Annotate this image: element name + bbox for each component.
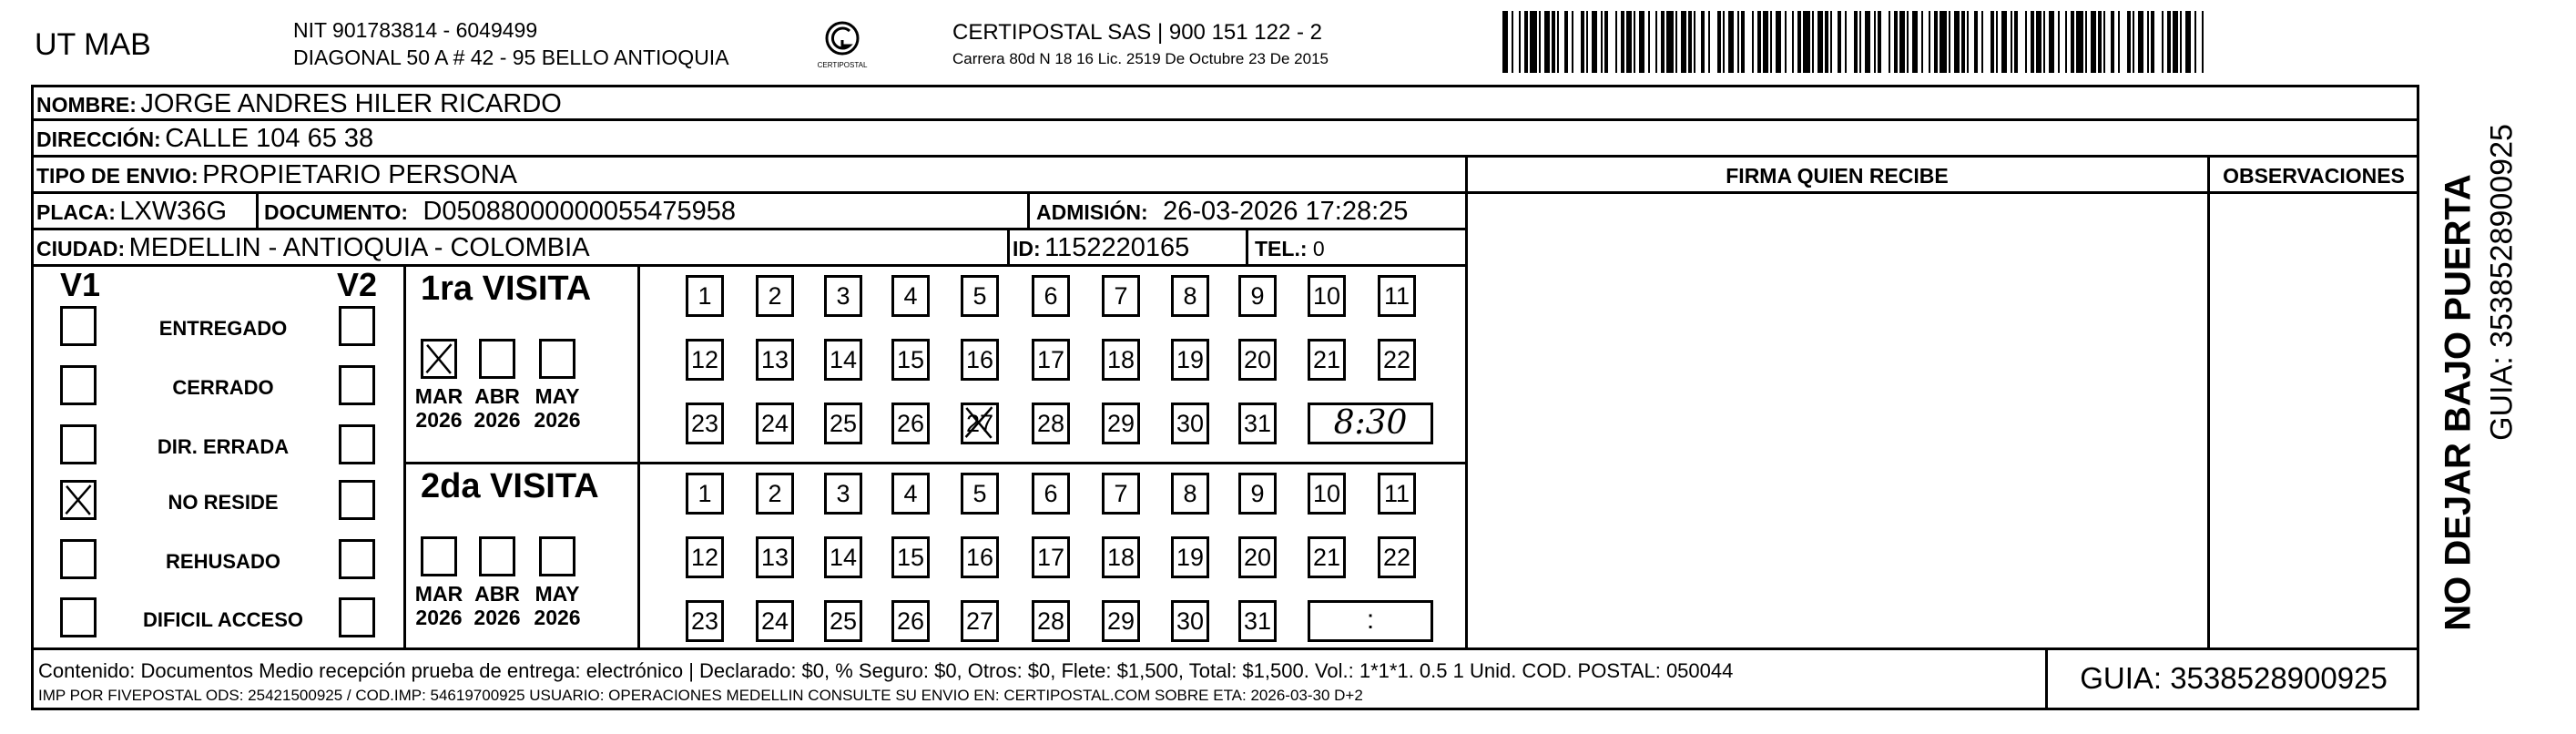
day-box[interactable]: 17 (1032, 536, 1070, 578)
nombre-label: NOMBRE: (36, 93, 137, 117)
documento-value: D05088000000055475958 (423, 197, 736, 226)
barcode-bar (1921, 11, 1923, 73)
month-label: MAY (535, 384, 580, 408)
barcode-bar (1502, 11, 1508, 73)
barcode-bar (1717, 11, 1721, 73)
documento-field (264, 197, 736, 227)
v2-checkbox[interactable] (339, 480, 375, 520)
day-box[interactable]: 14 (824, 339, 862, 381)
day-box[interactable]: 12 (686, 339, 724, 381)
company-name: UT MAB (35, 27, 151, 62)
barcode-bar (1981, 11, 1983, 73)
barcode-bar (1666, 11, 1674, 73)
visit-time-box[interactable] (1308, 600, 1433, 642)
v1-checkbox[interactable] (60, 306, 97, 346)
barcode-bar (1675, 11, 1677, 73)
barcode-bar (1757, 11, 1761, 73)
status-option-label: ENTREGADO (158, 317, 288, 340)
barcode-bar (2194, 11, 2196, 73)
documento-label: DOCUMENTO: (264, 200, 409, 224)
barcode-bar (1728, 11, 1734, 73)
day-box[interactable]: 31 (1238, 600, 1277, 642)
day-box[interactable]: 9 (1238, 473, 1277, 515)
day-box[interactable]: 16 (961, 339, 999, 381)
v1-checkbox[interactable] (60, 480, 97, 520)
barcode-bar (2043, 11, 2045, 73)
barcode-bar (1934, 11, 1938, 73)
day-box[interactable]: 2 (756, 275, 794, 317)
day-box[interactable]: 23 (686, 600, 724, 642)
barcode-bar (1878, 11, 1881, 73)
day-box[interactable]: 23 (686, 403, 724, 444)
barcode-bar (2127, 11, 2131, 73)
year-label: 2026 (415, 408, 463, 432)
day-box[interactable]: 8 (1171, 275, 1209, 317)
direccion-field (36, 124, 373, 154)
nombre-value: JORGE ANDRES HILER RICARDO (140, 89, 562, 118)
visit-time-box[interactable] (1308, 403, 1433, 444)
barcode-bar (1626, 11, 1632, 73)
barcode-bar (2071, 11, 2074, 73)
day-box[interactable]: 1 (686, 275, 724, 317)
day-box[interactable]: 3 (824, 473, 862, 515)
v2-checkbox[interactable] (339, 539, 375, 579)
barcode-bar (2111, 11, 2114, 73)
day-box[interactable]: 19 (1171, 339, 1209, 381)
barcode-bar (1899, 11, 1905, 73)
day-box[interactable]: 18 (1102, 536, 1140, 578)
barcode-bar (2036, 11, 2041, 73)
barcode-bar (1688, 11, 1692, 73)
barcode-bar (1601, 11, 1603, 73)
day-box[interactable]: 2 (756, 473, 794, 515)
barcode-bar (2147, 11, 2149, 73)
barcode-bar (1564, 11, 1568, 73)
v1-header: V1 (60, 266, 101, 303)
barcode-bar (1974, 11, 1978, 73)
barcode-bar (1530, 11, 1537, 73)
year-label: 2026 (415, 606, 463, 629)
day-mark-icon (962, 404, 995, 441)
barcode-bar (1634, 11, 1635, 73)
barcode-bar (2065, 11, 2067, 73)
barcode-bar (1681, 11, 1686, 73)
day-box[interactable]: 24 (756, 600, 794, 642)
barcode-bar (1803, 11, 1810, 73)
year-label: 2026 (534, 408, 581, 432)
barcode-bar (1838, 11, 1841, 73)
certipostal-name: CERTIPOSTAL SAS | 900 151 122 - 2 (952, 20, 1322, 45)
day-box[interactable]: 9 (1238, 275, 1277, 317)
barcode-bar (1737, 11, 1739, 73)
day-box[interactable]: 27 (961, 600, 999, 642)
direccion-label: DIRECCIÓN: (36, 127, 161, 151)
barcode-bar (2001, 11, 2007, 73)
barcode-bar (2133, 11, 2134, 73)
barcode-bar (1648, 11, 1650, 73)
status-option-label: DIFICIL ACCESO (142, 608, 303, 631)
barcode-bar (2076, 11, 2083, 73)
barcode-bar (1512, 11, 1513, 73)
day-box[interactable]: 5 (961, 473, 999, 515)
month-checkbox[interactable] (479, 536, 515, 576)
barcode-bar (1792, 11, 1794, 73)
tel-value: 0 (1312, 237, 1325, 260)
day-box[interactable]: 22 (1378, 339, 1416, 381)
day-box[interactable]: 6 (1032, 473, 1070, 515)
barcode-bar (1770, 11, 1772, 73)
barcode-bar (1661, 11, 1665, 73)
day-box[interactable]: 16 (961, 536, 999, 578)
year-label: 2026 (473, 606, 521, 629)
day-box[interactable]: 25 (824, 403, 862, 444)
day-box[interactable]: 28 (1032, 403, 1070, 444)
footer-guia: GUIA: 3538528900925 (2080, 661, 2388, 695)
day-box[interactable]: 4 (891, 473, 930, 515)
barcode-bar (1859, 11, 1861, 73)
v1-checkbox[interactable] (60, 539, 97, 579)
barcode-bar (1785, 11, 1787, 73)
admision-field (1036, 197, 1408, 227)
barcode-bar (1912, 11, 1918, 73)
barcode-bar (2085, 11, 2087, 73)
barcode-bar (1586, 11, 1588, 73)
day-box[interactable]: 30 (1171, 403, 1209, 444)
barcode-bar (1544, 11, 1550, 73)
v2-header: V2 (337, 266, 378, 303)
barcode-bar (2151, 11, 2154, 73)
visit-time-value: 8:30 (1333, 404, 1408, 442)
nombre-field (36, 89, 562, 119)
barcode-bar (2185, 11, 2191, 73)
day-box[interactable]: 5 (961, 275, 999, 317)
day-box[interactable]: 3 (824, 275, 862, 317)
barcode-bar (2058, 11, 2060, 73)
barcode-bar (1741, 11, 1745, 73)
month-checkbox[interactable] (421, 536, 457, 576)
barcode-bar (1708, 11, 1710, 73)
day-box[interactable]: 13 (756, 536, 794, 578)
placa-value: LXW36G (119, 197, 228, 226)
firma-header: FIRMA QUIEN RECIBE (1726, 164, 1949, 188)
id-label: ID: (1013, 237, 1041, 260)
barcode-bar (1615, 11, 1617, 73)
status-option-label: REHUSADO (166, 550, 280, 573)
barcode-bar (2098, 11, 2102, 73)
barcode-bar (1825, 11, 1828, 73)
barcode-bar (1763, 11, 1768, 73)
placa-label: PLACA: (36, 200, 116, 224)
v1-checkbox[interactable] (60, 365, 97, 405)
visit-time-value: : (1366, 605, 1375, 635)
observaciones-header: OBSERVACIONES (2223, 164, 2405, 188)
day-box[interactable]: 28 (1032, 600, 1070, 642)
year-label: 2026 (534, 606, 581, 629)
month-label: MAR (414, 384, 463, 408)
day-box[interactable]: 26 (891, 600, 930, 642)
day-box[interactable]: 1 (686, 473, 724, 515)
month-label: ABR (474, 582, 520, 606)
barcode-bar (1572, 11, 1573, 73)
barcode-bar (1592, 11, 1597, 73)
day-box[interactable]: 26 (891, 403, 930, 444)
tel-field (1255, 237, 1325, 261)
barcode-bar (1557, 11, 1559, 73)
footer-content: Contenido: Documentos Medio recepción prueba de entrega: electrónico | Declarado: $0, % Seguro: $0, Otros: $0, Flete: $1,500, Total: $1,500. Vol.: 1*1*1. 0.5 1 Unid. COD. POSTAL: 050044 (38, 659, 1734, 682)
barcode-bar (2118, 11, 2120, 73)
day-box[interactable]: 30 (1171, 600, 1209, 642)
barcode-bar (1539, 11, 1541, 73)
barcode-bar (1874, 11, 1876, 73)
status-option-label: NO RESIDE (168, 491, 279, 514)
barcode-bar (1865, 11, 1870, 73)
barcode-bar (2103, 11, 2105, 73)
barcode-bar (2138, 11, 2143, 73)
admision-value: 26-03-2026 17:28:25 (1163, 197, 1409, 226)
day-box[interactable]: 22 (1378, 536, 1416, 578)
barcode-bar (1655, 11, 1657, 73)
day-box[interactable]: 6 (1032, 275, 1070, 317)
direccion-value: CALLE 104 65 38 (165, 124, 374, 153)
barcode-bar (1621, 11, 1624, 73)
barcode-bar (1519, 11, 1521, 73)
barcode-bar (2014, 11, 2018, 73)
barcode-bar (1604, 11, 1608, 73)
barcode-bar (2049, 11, 2054, 73)
barcode-bar (1812, 11, 1814, 73)
day-box[interactable]: 14 (824, 536, 862, 578)
barcode-bar (1967, 11, 1969, 73)
barcode-bar (1929, 11, 1930, 73)
barcode-bar (1889, 11, 1890, 73)
barcode-bar (1524, 11, 1528, 73)
day-box[interactable]: 25 (824, 600, 862, 642)
ciudad-field (36, 233, 590, 263)
day-box[interactable]: 20 (1238, 339, 1277, 381)
barcode-bar (1830, 11, 1832, 73)
barcode-bar (1907, 11, 1909, 73)
day-box[interactable]: 11 (1378, 473, 1416, 515)
barcode-bar (1752, 11, 1754, 73)
day-box[interactable]: 10 (1308, 275, 1346, 317)
v2-checkbox[interactable] (339, 597, 375, 637)
barcode-bar (1701, 11, 1705, 73)
tipo-envio-label: TIPO DE ENVIO: (36, 164, 199, 188)
month-checkbox[interactable] (539, 339, 575, 379)
day-box[interactable]: 31 (1238, 403, 1277, 444)
day-box[interactable]: 17 (1032, 339, 1070, 381)
v2-checkbox[interactable] (339, 365, 375, 405)
barcode-bar (1845, 11, 1847, 73)
barcode-bar (2202, 11, 2204, 73)
barcode-bar (1996, 11, 1998, 73)
v1-checkbox[interactable] (60, 597, 97, 637)
barcode-bar (1940, 11, 1947, 73)
day-box[interactable]: 19 (1171, 536, 1209, 578)
barcode-bar (2162, 11, 2164, 73)
visit-title: 1ra VISITA (421, 270, 592, 308)
barcode-bar (2180, 11, 2182, 73)
barcode-bar (2011, 11, 2012, 73)
day-box[interactable]: 8 (1171, 473, 1209, 515)
month-checkbox[interactable] (479, 339, 515, 379)
barcode-bar (1776, 11, 1781, 73)
day-box[interactable]: 29 (1102, 403, 1140, 444)
company-address: DIAGONAL 50 A # 42 - 95 BELLO ANTIOQUIA (293, 46, 729, 69)
ciudad-label: CIUDAD: (36, 237, 126, 260)
barcode-bar (1894, 11, 1898, 73)
day-box[interactable]: 21 (1308, 536, 1346, 578)
barcode-bar (1854, 11, 1858, 73)
barcode-bar (1949, 11, 1950, 73)
side-guia: GUIA: 3538528900925 (2484, 124, 2520, 441)
barcode-bar (2173, 11, 2178, 73)
placa-field (36, 197, 227, 227)
barcode-bar (1552, 11, 1555, 73)
barcode (1502, 11, 2204, 73)
tipo-envio-field (36, 160, 517, 190)
id-field (1013, 233, 1189, 263)
day-box[interactable]: 18 (1102, 339, 1140, 381)
visit-title: 2da VISITA (421, 467, 599, 505)
barcode-bar (1797, 11, 1801, 73)
certipostal-logo-icon (815, 16, 870, 71)
day-box[interactable]: 15 (891, 536, 930, 578)
day-box[interactable]: 20 (1238, 536, 1277, 578)
barcode-bar (1991, 11, 1994, 73)
day-box[interactable]: 15 (891, 339, 930, 381)
barcode-bar (1817, 11, 1823, 73)
company-nit: NIT 901783814 - 6049499 (293, 18, 538, 42)
barcode-bar (1723, 11, 1725, 73)
day-box[interactable]: 10 (1308, 473, 1346, 515)
check-mark-icon (63, 483, 94, 517)
footer-print-info: IMP POR FIVEPOSTAL ODS: 25421500925 / COD.IMP: 54619700925 USUARIO: OPERACIONES MEDELLIN CONSULTE SU ENVIO EN: CERTIPOSTAL.COM SOBRE ETA: 2026-03-30 D+2 (38, 687, 1363, 704)
no-dejar-bajo-puerta: NO DEJAR BAJO PUERTA (2438, 174, 2479, 631)
year-label: 2026 (473, 408, 521, 432)
barcode-bar (1954, 11, 1960, 73)
svg-text:CERTIPOSTAL: CERTIPOSTAL (817, 61, 868, 69)
barcode-bar (2091, 11, 2096, 73)
status-option-label: CERRADO (172, 376, 274, 399)
barcode-bar (1961, 11, 1965, 73)
day-box[interactable]: 7 (1102, 275, 1140, 317)
month-checkbox[interactable] (421, 339, 457, 379)
ciudad-value: MEDELLIN - ANTIOQUIA - COLOMBIA (128, 233, 590, 262)
check-mark-icon (423, 342, 454, 376)
day-box[interactable]: 12 (686, 536, 724, 578)
day-box[interactable]: 29 (1102, 600, 1140, 642)
day-box[interactable]: 13 (756, 339, 794, 381)
tipo-envio-value: PROPIETARIO PERSONA (202, 160, 518, 189)
id-value: 1152220165 (1044, 233, 1190, 262)
day-box[interactable]: 11 (1378, 275, 1416, 317)
barcode-bar (1694, 11, 1695, 73)
day-box[interactable]: 27 (961, 403, 999, 444)
certipostal-address: Carrera 80d N 18 16 Lic. 2519 De Octubre 23 De 2015 (952, 50, 1329, 67)
barcode-bar (2025, 11, 2027, 73)
admision-label: ADMISIÓN: (1036, 200, 1148, 224)
month-label: MAY (535, 582, 580, 606)
day-box[interactable]: 24 (756, 403, 794, 444)
tel-label: TEL.: (1255, 237, 1308, 260)
barcode-bar (1639, 11, 1644, 73)
barcode-bar (2167, 11, 2171, 73)
month-label: ABR (474, 384, 520, 408)
barcode-bar (1581, 11, 1584, 73)
v2-checkbox[interactable] (339, 424, 375, 464)
barcode-bar (2031, 11, 2034, 73)
month-label: MAR (414, 582, 463, 606)
day-box[interactable]: 4 (891, 275, 930, 317)
v2-checkbox[interactable] (339, 306, 375, 346)
day-box[interactable]: 21 (1308, 339, 1346, 381)
day-box[interactable]: 7 (1102, 473, 1140, 515)
status-option-label: DIR. ERRADA (157, 435, 290, 458)
month-checkbox[interactable] (539, 536, 575, 576)
v1-checkbox[interactable] (60, 424, 97, 464)
